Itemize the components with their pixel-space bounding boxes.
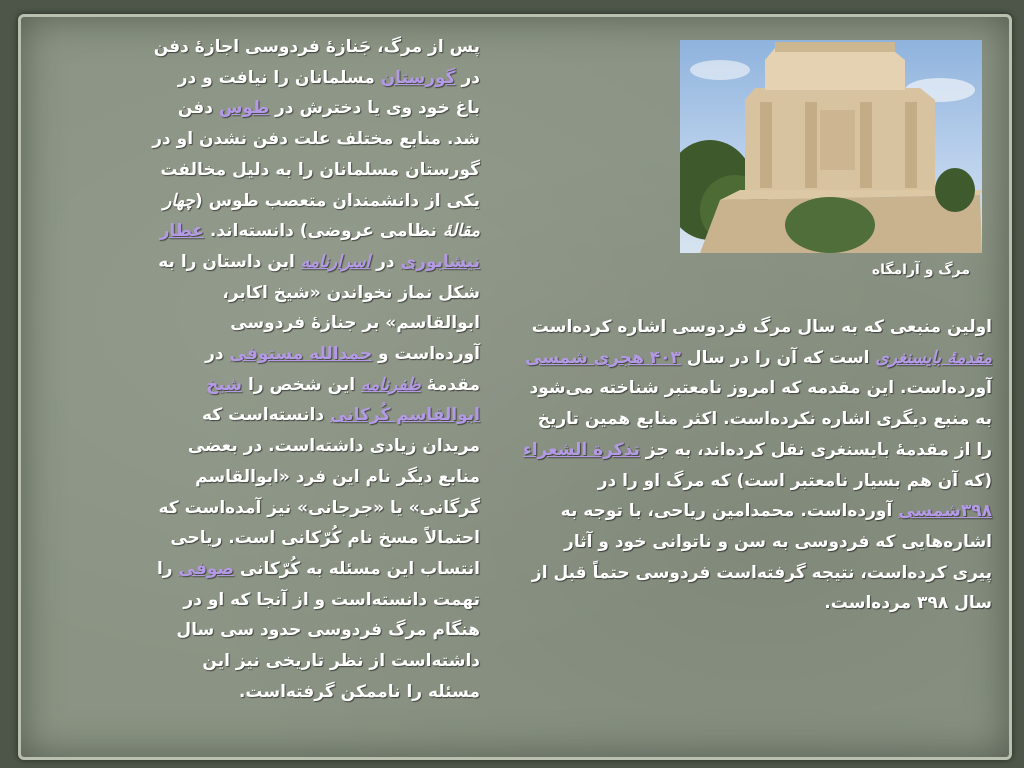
text-run: در مقدمهٔ bbox=[205, 344, 480, 395]
text-run: آورده‌است. این مقدمه که امروز نامعتبر شناخته می‌شود به منبع دیگری اشاره نکرده‌است. اکثر منابع همین تاریخ را از مقدمهٔ بایسنغری نقل کرده‌اند، به جز bbox=[529, 378, 992, 460]
text-run: دانسته‌است که مریدان زیادی داشته‌است. در بعضی منابع دیگر نام این فرد «ابوالقاسم گرگانی» یا «جرجانی» نیز آمده‌است که احتمالاً مسخ نام کُرّکانی است. ریاحی انتساب این مسئله به کُرّکانی bbox=[158, 405, 480, 579]
link-baysonghori[interactable]: مقدمهٔ بایسنغری bbox=[875, 347, 992, 368]
link-zafarnameh[interactable]: ظفرنامه bbox=[361, 374, 421, 395]
image-caption: مرگ و آرامگاه bbox=[871, 262, 970, 278]
text-run: (که آن هم بسیار نامعتبر است) که مرگ او را در bbox=[597, 470, 992, 491]
right-text-block bbox=[522, 312, 992, 619]
text-run: دفن شد. منابع مختلف علت دفن نشدن او در گورستان مسلمانان را به دلیل مخالفت یکی از دانشمندان متعصب طوس ( bbox=[152, 98, 480, 211]
text-run: است که آن را در سال bbox=[680, 347, 876, 368]
link-attar[interactable]: عطار نیشابوری bbox=[159, 221, 480, 272]
link-sufi[interactable]: صوفی bbox=[178, 558, 234, 579]
text-run: این داستان را به شکل نماز نخواندن «شیخ اکابر، ابوالقاسم» بر جنازهٔ فردوسی آورده‌است و bbox=[158, 251, 480, 365]
link-403[interactable]: ۴۰۳ هجری شمسی bbox=[525, 347, 681, 368]
link-398[interactable]: ۳۹۸شمسی bbox=[898, 501, 992, 522]
text-run: اولین منبعی که به سال مرگ فردوسی اشاره کرده‌است bbox=[531, 317, 992, 337]
text-run: را تهمت دانسته‌است و از آنجا که او در هنگام مرگ فردوسی حدود سی سال داشته‌است از نظر تاریخی نیز این مسئله را ناممکن گرفته‌است. bbox=[156, 558, 480, 702]
text-run: آورده‌است. محمدامین ریاحی، با توجه به اشاره‌هایی که فردوسی به سن و ناتوانی خود و آثار پیری کرده‌است، نتیجه گرفته‌است فردوسی حتماً قبل از سال ۳۹۸ مرده‌است. bbox=[531, 501, 992, 614]
link-graveyard[interactable]: گورستان bbox=[380, 67, 456, 88]
link-tazkirat[interactable]: تذکرة الشعراء bbox=[523, 439, 640, 460]
ferdowsi-tomb-image bbox=[680, 40, 982, 253]
link-tus[interactable]: طوس bbox=[218, 98, 270, 119]
link-gorgani[interactable]: شیخ ابوالقاسم کُرکانی bbox=[206, 374, 480, 426]
link-asrarnameh[interactable]: اسرارنامه bbox=[300, 251, 371, 272]
left-text-block bbox=[150, 32, 480, 707]
tomb-photo bbox=[680, 40, 982, 253]
link-hamdollah[interactable]: حمدالله مستوفی bbox=[229, 344, 373, 365]
text-run: نظامی عروضی) دانسته‌اند. bbox=[203, 221, 443, 242]
text-run: این شخص را bbox=[242, 374, 361, 395]
text-run: در bbox=[370, 251, 401, 272]
italic-chahar-maqaleh: چهار مقالهٔ bbox=[163, 190, 480, 242]
text-run: پس از مرگ، جَنازهٔ فردوسی اجازهٔ دفن در bbox=[153, 37, 480, 88]
text-run: مسلمانان را نیافت و در باغ خود وی یا دخترش در bbox=[177, 67, 480, 119]
